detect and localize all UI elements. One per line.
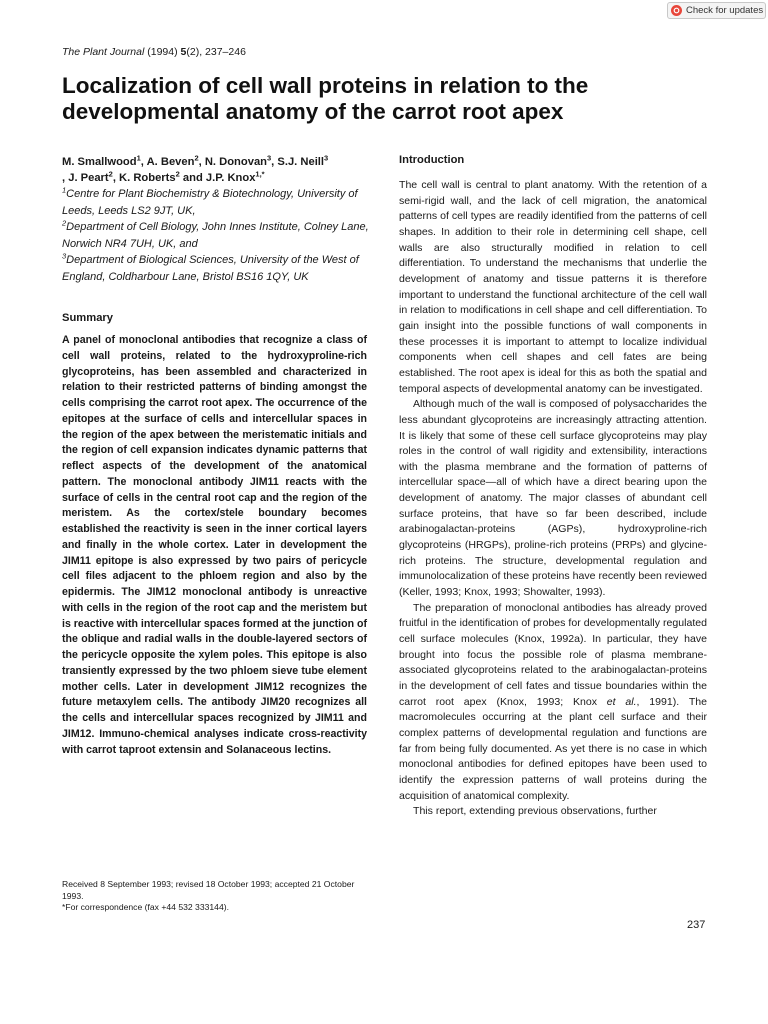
author-name: and J.P. Knox <box>179 172 256 184</box>
introduction-body <box>399 178 707 820</box>
correspondence-note: *For correspondence (fax +44 532 333144). <box>62 902 229 912</box>
author-list <box>62 154 382 186</box>
author-affiliation-mark: 2 <box>108 169 113 179</box>
footnotes <box>62 879 367 914</box>
author-name: , J. Peart <box>62 172 109 184</box>
introduction-heading: Introduction <box>399 154 465 166</box>
page-number: 237 <box>687 919 706 931</box>
intro-paragraph: Although much of the wall is composed of polysaccharides the less abundant glycoproteins are increasingly attracting attention. It is likely that some of these cell surface glycoproteins may play roles in the control of wall rigidity and extensibility, interactions with the plasma membrane and the formation of patterns of intercellular space—all of which have a direct bearing upon the development of anatomy. The major classes of abundant cell surface proteins, that have so far been described, include arabinogalactan-proteins (AGPs), hydroxyproline-rich glycoproteins (HRGPs), proline-rich proteins (PRPs) and glycine-rich proteins. The structure, developmental regulation and immunolocalization of these proteins have recently been reviewed (Keller, 1993; Knox, 1993; Showalter, 1993). <box>399 398 707 599</box>
journal-name: The Plant Journal <box>62 46 145 58</box>
check-for-updates-button[interactable] <box>667 2 766 19</box>
intro-text: The preparation of monoclonal antibodies has already proved fruitful in the identification of probes for developmentally regulated cell surface molecules (Knox, 1992a). In particular, they have brought into focus the possible role of plasma membrane-associated glycoproteins related to the arabinogalactan-proteins in the development of cell fates and tissue boundaries within the carrot root apex (Knox, 1993; Knox <box>399 601 707 708</box>
author-affiliation-mark: 3 <box>267 153 272 163</box>
author-name: , A. Beven <box>140 156 195 168</box>
affiliation-text: Department of Biological Sciences, University of the West of England, Coldharbour Lane, Bristol BS16 1QY, UK <box>62 254 359 283</box>
intro-paragraph: This report, extending previous observations, further <box>413 805 657 818</box>
summary-text: A panel of monoclonal antibodies that recognize a class of cell wall proteins, related to the hydroxyproline-rich glycoproteins, has been assembled and characterized in relation to their restricted patterns of binding amongst the cells comprising the carrot root apex. The occurrence of the epitopes at the surface of cells and intercellular spaces in the region of the apex between the meristematic initials and the region of cell expansion indicates dynamic patterns that reflect aspects of the development of the anatomical pattern. The monoclonal antibody JIM11 reacts with the surface of cells in the central root cap and the region of the meristem. As the cortex/stele boundary becomes established the reactivity is seen in the inner cortical layers and finally in the whole cortex. Later in development the JIM11 epitope is also expressed by two pairs of pericycle cell files adjacent to the phloem region and also by the epidermis. The JIM12 monoclonal antibody is unreactive with cells in the region of the root cap and the meristem but is reactive with intercellular spaces formed at the junction of the oblique and radial walls in the double-layered sectors of the pericycle opposite the xylem poles. This epitope is also transiently expressed by the two phloem sieve tube element mother cells. Later in development JIM12 recognizes the future metaxylem cells. The antibody JIM20 recognizes all the cells and intercellular spaces recognized by JIM11 and JIM12. Immuno-chemical analyses indicate cross-reactivity with carrot taproot extensin and Solanaceous lectins. <box>62 334 367 756</box>
author-affiliation-mark: 2 <box>175 169 180 179</box>
author-name: , K. Roberts <box>112 172 176 184</box>
author-affiliation-mark: 1,* <box>255 169 265 179</box>
intro-paragraph <box>399 601 707 805</box>
journal-issue-pages: (2), 237–246 <box>186 46 246 58</box>
author-name: M. Smallwood <box>62 156 137 168</box>
journal-citation <box>62 46 246 58</box>
article-title: Localization of cell wall proteins in relation to the developmental anatomy of the carrot root apex <box>62 73 589 124</box>
affiliation-mark: 2 <box>62 218 67 228</box>
author-name: , N. Donovan <box>198 156 267 168</box>
received-dates: Received 8 September 1993; revised 18 October 1993; accepted 21 October 1993. <box>62 879 355 901</box>
intro-text: , 1991). The macromolecules occurring at the plant cell surface and their complex patterns of developmental regulation and functions are far from being fully documented. As yet there is no case in which monoclonal antibodies for defined epitopes have been used to identify the expression patterns of wall proteins during the acquisition of anatomical complexity. <box>399 695 707 802</box>
affiliation-list <box>62 186 382 285</box>
affiliation <box>62 252 382 285</box>
summary-heading: Summary <box>62 312 113 324</box>
journal-year: (1994) <box>147 46 178 58</box>
affiliation-text: Department of Cell Biology, John Innes Institute, Colney Lane, Norwich NR4 7UH, UK, and <box>62 221 369 250</box>
update-icon <box>671 5 682 16</box>
intro-paragraph: The cell wall is central to plant anatomy. With the retention of a semi-rigid wall, and the lack of cell migration, the anatomical patterns of cell types are readily identified from the patterns of cell shapes. In addition to their role in determining cell shape, cell walls are also structurally modified in relation to cell differentiation. To understand the mechanisms that underlie the development of anatomy and tissue patterns it is therefore important to understand the functional architecture of the cell wall in relation to modifications in cell shape and cell differentiation. To gain insight into the possible functions of wall components in these processes it is important to attempt to localize individual components when cell shapes and cell fates are being established. The root apex is ideal for this as both the spatial and temporal aspects of developmental anatomy can be investigated. <box>399 179 707 395</box>
check-for-updates-label: Check for updates <box>686 5 764 16</box>
affiliation <box>62 219 382 252</box>
author-affiliation-mark: 2 <box>194 153 199 163</box>
affiliation-text: Centre for Plant Biochemistry & Biotechnology, University of Leeds, Leeds LS2 9JT, UK, <box>62 188 358 217</box>
author-affiliation-mark: 3 <box>324 153 329 163</box>
affiliation-mark: 1 <box>62 185 67 195</box>
affiliation-mark: 3 <box>62 251 67 261</box>
intro-text-italic: et al. <box>606 695 637 708</box>
journal-volume: 5 <box>180 46 187 58</box>
author-name: , S.J. Neill <box>271 156 325 168</box>
author-affiliation-mark: 1 <box>136 153 141 163</box>
affiliation <box>62 186 382 219</box>
